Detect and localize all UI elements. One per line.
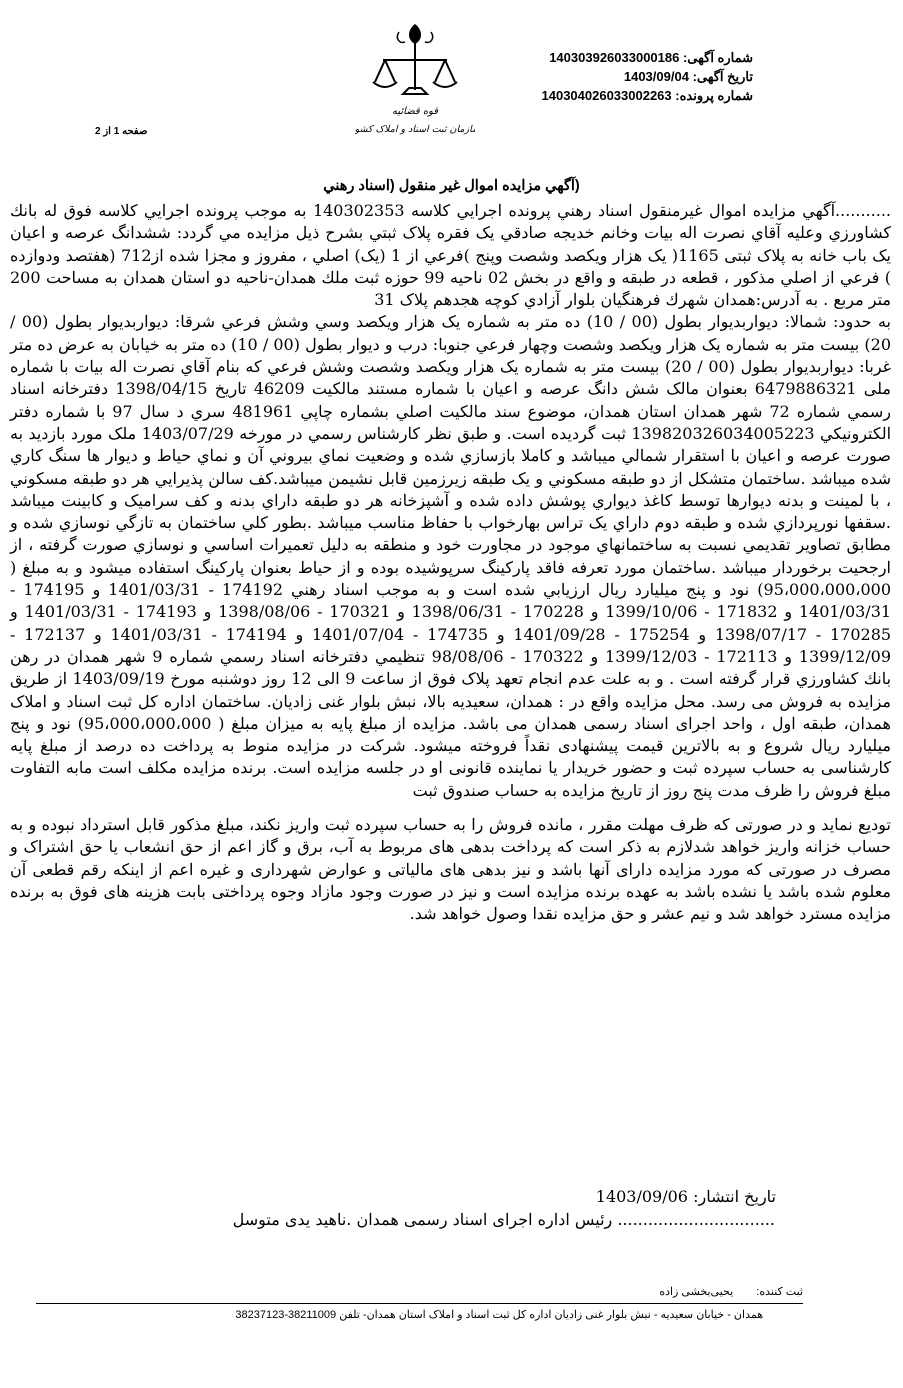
paragraph-intro: ...........آگهي مزايده اموال غيرمنقول اسناد رهني پرونده اجرايي كلاسه 140302353 به موجب پرونده اجرايي كلاسه فوق له بانك كشاورزي وعليه آقاي نصرت اله بيات وخانم خديجه صادقي يک فقره پلاک ثبتي بشرح ذيل مزايده مي گردد: ششدانگ عرصه و اعيان يک باب خانه به پلاک ثبتی 1165( يک هزار ويکصد وشصت وپنج )فرعي از 1 (يک) اصلي ، مفروز و مجزا شده از712 (هفتصد ودوازده ) فرعي از اصلي مذكور ، قطعه در طبقه و واقع در بخش 02 ناحيه 99 حوزه ثبت ملك همدان-ناحيه دو استان همدان به مساحت 200 متر مربع . به آدرس:همدان شهرك فرهنگيان بلوار آزادي كوچه هجدهم پلاک 31 (10, 201, 891, 310)
ad-date-label: تاریخ آگهی: (692, 69, 753, 84)
ad-number-row (493, 48, 753, 67)
footer-address: همدان - خیابان سعیدیه - نبش بلوار غنی زادیان اداره کل ثبت اسناد و املاک استان همدان- تلفن 38211009-38237123 (235, 1309, 763, 1321)
page-number: صفحه 1 از 2 (95, 126, 148, 137)
publish-date-value: 1403/09/06 (595, 1187, 688, 1206)
page-title: (آگهي مزايده اموال غير منقول (اسناد رهني (323, 178, 580, 194)
judiciary-logo-icon (355, 18, 475, 140)
header-meta (493, 48, 753, 105)
publish-date-label: تاریخ انتشار: (693, 1187, 776, 1206)
logo-text-top: قوه قضائیه (391, 106, 439, 117)
publish-date (596, 1187, 776, 1206)
ad-date-row (493, 67, 753, 86)
footer-divider (36, 1303, 803, 1304)
paragraph-details: به حدود: شمالا: ديواربديوار بطول (00 / 10) ده متر به شماره يک هزار ويکصد وسي وشش فرعي شرقا: ديواربديوار بطول (00 / 20) بيست متر به شماره يک هزار ويکصد وشصت وچهار فرعي جنوبا: درب و ديوار بطول (00 / 10) ده متر به خيابان به عرض ده متر غربا: ديواربديوار بطول (00 / 20) بيست متر به شماره يک هزار ويکصد وشصت وشش فرعي كه بنام آقاي نصرت اله بيات با شماره ملی 6479886321 بعنوان مالک شش دانگ عرصه و اعيان با شماره مستند مالكيت 46209 تاريخ 1398/04/15 دفترخانه اسناد رسمي شماره 72 شهر همدان استان همدان، موضوع سند مالكيت اصلي بشماره چاپي 481961 سري د سال 97 با شماره دفتر الكترونيكي 139820326034005223 ثبت گرديده است. و طبق نظر كارشناس رسمي در مورخه 1403/07/29 ملک مورد بازديد به صورت عرصه و اعيان با استقرار شمالي ميباشد و كاملا بازسازي شده و وضعيت نماي بيروني آن و نماي حياط و ديوار ها سنگ كاري شده ميباشد .ساختمان متشكل از دو طبقه مسكوني و يک طبقه زيرزمين قابل نشيمن ميباشد.كف سالن پذيرايي هر دو طبقه مسكوني ، با لمينت و بدنه ديوارها توسط كاغذ ديواري پوشش داده شده و آشپزخانه هر دو طبقه داراي بدنه و كف سراميک و كابينت ميباشد .سقفها نورپردازي شده و طبقه دوم داراي يک تراس بهارخواب با حفاظ مناسب ميباشد .بطور كلي ساختمان به تازگي نوسازي شده و مطابق تصاوير تقديمي نسبت به ساختمانهاي موجود در مجاورت خود و منطقه به دليل تعميرات اساسي و نوسازي صورت گرفته ، از ارجحيت برخوردار ميباشد .ساختمان مورد تعرفه فاقد پاركينگ سرپوشيده بوده و از حياط بعنوان پاركينگ استفاده ميشود و به مبلغ ( 95،000،000،000) نود و پنج ميليارد ريال ارزيابي شده است و به موجب اسناد رهني 174192 - 1401/03/31 و 174195 - 1401/03/31 و 171832 - 1399/10/06 و 170228 - 1398/06/31 و 170321 - 1398/08/06 و 174193 - 1401/03/31 و 170285 - 1398/07/17 و 175254 - 1401/09/28 و 174735 - 1401/07/04 و 174194 - 1401/03/31 و 172137 - 1399/12/09 و 172113 - 1399/12/03 و 170322 - 98/08/06 تنظيمي دفترخانه اسناد رسمي شماره 9 شهر همدان در رهن بانك كشاورزي قرار گرفته است . و به علت عدم انجام تعهد پلاک فوق از ساعت 9 الی 12 روز دوشنبه مورخ 1403/09/19 از طريق مزايده به فروش می رسد. محل مزايده واقع در : همدان، سعيديه بالا، نبش بلوار غنی زاديان. ساختمان اداره كل ثبت اسناد و املاک همدان، طبقه اول ، واحد اجرای اسناد رسمی همدان می باشد. مزايده از مبلغ پايه به ميزان مبلغ ( 95،000،000،000) نود و پنج ميليارد ريال شروع و به بالاترين قيمت پيشنهادی نقداً فروخته ميشود. شركت در مزايده منوط به پرداخت ده درصد از مبلغ پايه كارشناسی به حساب سپرده ثبت و حضور خريدار يا نماينده قانونی او در جلسه مزايده است. برنده مزايده مكلف است مابه التفاوت مبلغ فروش را ظرف مدت پنج روز از تاريخ مزايده به حساب صندوق ثبت (10, 312, 892, 800)
signature-line: ............................... رئيس اداره اجرای اسناد رسمی همدان .ناهيد يدی متوسل (232, 1210, 775, 1229)
file-number-label: شماره پرونده: (675, 88, 753, 103)
file-number: 140304026033002263 (541, 88, 672, 103)
ad-number: 140303926033000186 (549, 50, 680, 65)
ad-date: 1403/09/04 (623, 69, 689, 84)
registrar-name: یحیی‌بخشی زاده (659, 1286, 734, 1298)
logo-text-bottom: سازمان ثبت اسناد و املاک کشور (355, 124, 475, 135)
file-number-row (493, 86, 753, 105)
registrar-label: ثبت کننده: (756, 1286, 803, 1298)
ad-number-label: شماره آگهی: (682, 50, 753, 65)
paragraph-terms: توديع نمايد و در صورتی كه ظرف مهلت مقرر ، مانده فروش را به حساب سپرده ثبت واريز نكند، مبلغ مذكور قابل استرداد نبوده و به حساب خزانه واريز خواهد شدلازم به ذكر است كه پرداخت بدهی های مربوط به آب، برق و گاز اعم از حق انشعاب يا حق اشتراک و مصرف در صورتی كه مورد مزايده دارای آنها باشد و نيز بدهی های مالياتی و عوارض شهرداری و غيره اعم از اينكه رقم قطعی آن معلوم شده باشد يا نشده باشد به عهده برنده مزايده است و نيز در صورت وجود مازاد وجوه پرداختی بابت هزينه های فوق به برنده مزايده مسترد خواهد شد و نيم عشر و حق مزايده نقدا وصول خواهد شد. (10, 815, 891, 924)
registrar (659, 1285, 803, 1298)
notice-body (10, 200, 891, 926)
